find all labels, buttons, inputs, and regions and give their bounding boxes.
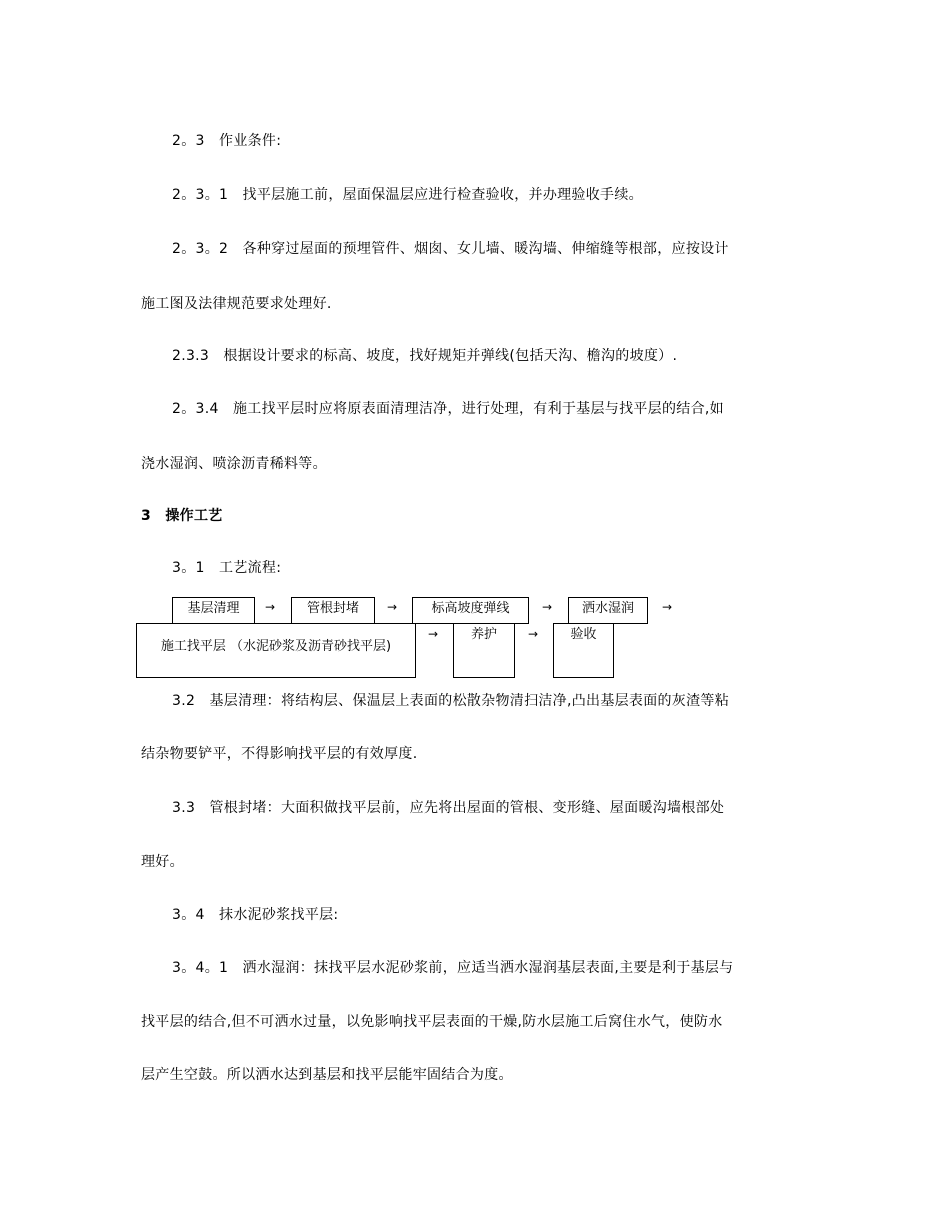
paragraph-3-3-line2: 理好。 <box>141 854 184 870</box>
flow-step-label: 标高坡度弹线 <box>431 601 510 616</box>
flow-step-curing <box>453 623 515 678</box>
paragraph-2-3-1: 2。3。1 找平层施工前，屋面保温层应进行检查验收，并办理验收手续。 <box>172 187 643 203</box>
section-3-heading: 3 操作工艺 <box>141 508 223 524</box>
paragraph-2-3-2-line1: 2。3。2 各种穿过屋面的预埋管件、烟囱、女儿墙、暖沟墙、伸缩缝等根部，应按设计 <box>172 241 729 257</box>
flow-arrow: → <box>265 600 276 614</box>
paragraph-3-2-line1: 3.2 基层清理：将结构层、保温层上表面的松散杂物清扫洁净,凸出基层表面的灰渣等粘 <box>172 693 730 709</box>
paragraph-2-3-4-line2: 浇水湿润、喷涂沥青稀料等。 <box>141 456 327 472</box>
flow-step-leveling-layer-construction <box>136 623 416 678</box>
section-2-3-heading: 2。3 作业条件: <box>172 133 282 149</box>
flow-arrow: → <box>662 600 673 614</box>
flow-step-label: 养护 <box>470 627 497 642</box>
section-3-1-heading: 3。1 工艺流程: <box>172 560 282 576</box>
flow-step-base-cleaning <box>172 597 255 624</box>
flow-step-label: 管根封堵 <box>306 601 359 616</box>
flow-arrow: → <box>528 627 539 641</box>
paragraph-3-4-1-line3: 层产生空鼓。所以洒水达到基层和找平层能牢固结合为度。 <box>141 1067 513 1083</box>
flow-arrow: → <box>387 600 398 614</box>
paragraph-3-4-1-line2: 找平层的结合,但不可洒水过量，以免影响找平层表面的干燥,防水层施工后窝住水气，使防水 <box>141 1014 723 1030</box>
paragraph-2-3-3: 2.3.3 根据设计要求的标高、坡度，找好规矩并弹线(包括天沟、檐沟的坡度）. <box>172 348 678 364</box>
flow-step-label: 洒水湿润 <box>581 601 634 616</box>
flow-step-water-wetting <box>568 597 648 624</box>
paragraph-3-3-line1: 3.3 管根封堵：大面积做找平层前，应先将出屋面的管根、变形缝、屋面暖沟墙根部处 <box>172 800 725 816</box>
paragraph-3-4-1-line1: 3。4。1 洒水湿润：抹找平层水泥砂浆前，应适当洒水湿润基层表面,主要是利于基层与 <box>172 960 734 976</box>
flow-step-label: 施工找平层 （水泥砂浆及沥青砂找平层) <box>160 639 392 654</box>
flow-step-pipe-sealing <box>291 597 375 624</box>
flow-arrow: → <box>428 627 439 641</box>
flow-step-label: 基层清理 <box>187 601 240 616</box>
section-3-4-heading: 3。4 抹水泥砂浆找平层: <box>172 907 339 923</box>
paragraph-2-3-2-line2: 施工图及法律规范要求处理好. <box>141 296 332 312</box>
flow-arrow: → <box>542 600 553 614</box>
flow-step-elevation-slope-lines <box>412 597 529 624</box>
paragraph-2-3-4-line1: 2。3.4 施工找平层时应将原表面清理洁净，进行处理，有利于基层与找平层的结合,如 <box>172 401 724 417</box>
paragraph-3-2-line2: 结杂物要铲平，不得影响找平层的有效厚度. <box>141 746 418 762</box>
flow-step-label: 验收 <box>570 627 597 642</box>
flow-step-acceptance <box>553 623 614 678</box>
